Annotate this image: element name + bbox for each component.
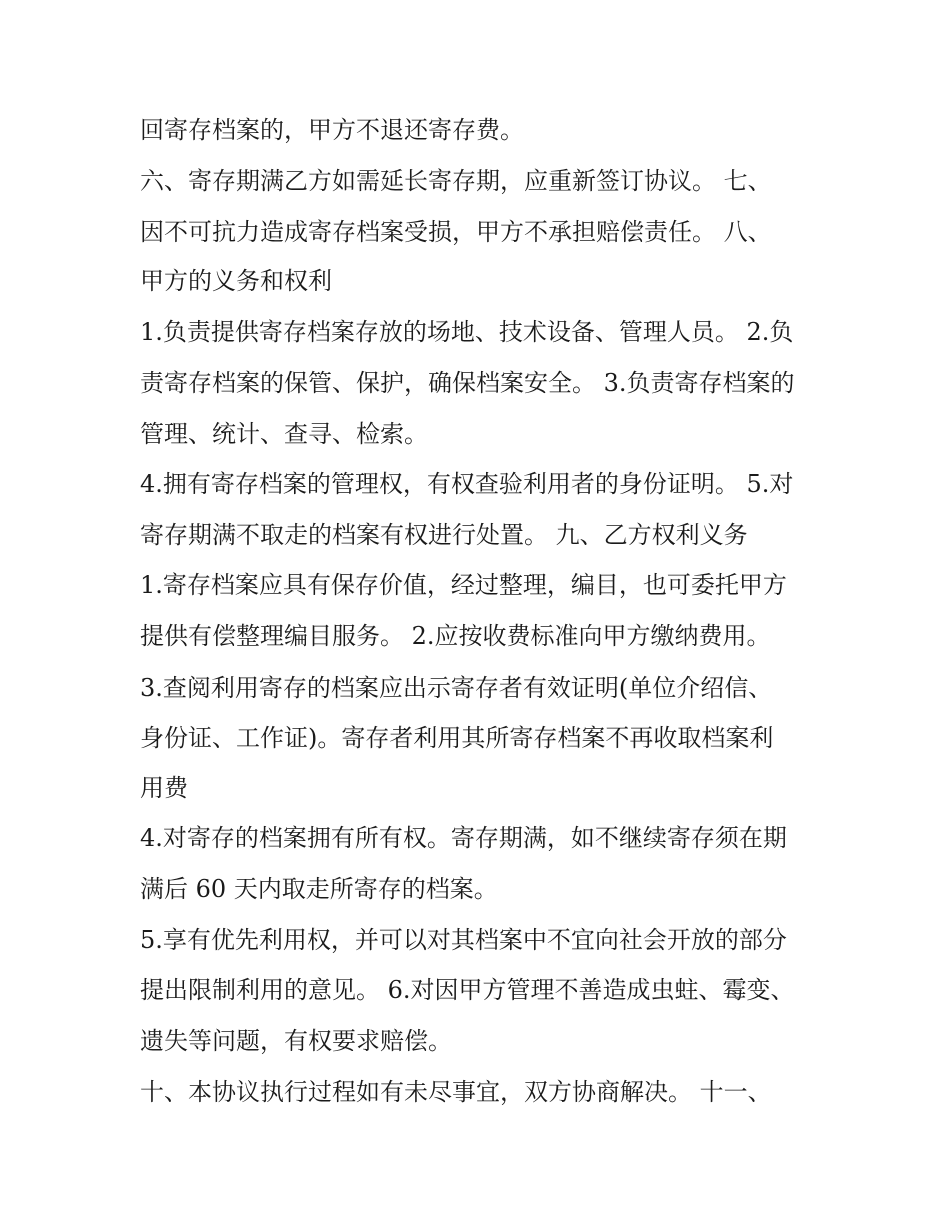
text-line: 提出限制利用的意见。 6.对因甲方管理不善造成虫蛀、霉变、	[140, 976, 795, 1004]
text-line: 1.负责提供寄存档案存放的场地、技术设备、管理人员。 2.负	[140, 318, 794, 346]
text-line: 回寄存档案的，甲方不退还寄存费。	[140, 116, 524, 144]
text-line: 4.对寄存的档案拥有所有权。寄存期满，如不继续寄存须在期	[140, 824, 787, 852]
text-line: 5.享有优先利用权，并可以对其档案中不宜向社会开放的部分	[140, 926, 787, 954]
text-line: 十、本协议执行过程如有未尽事宜，双方协商解决。 十一、	[140, 1078, 772, 1106]
text-line: 用费	[140, 774, 188, 802]
text-line: 身份证、工作证)。寄存者利用其所寄存档案不再收取档案利	[140, 724, 774, 752]
text-line: 4.拥有寄存档案的管理权，有权查验利用者的身份证明。 5.对	[140, 470, 794, 498]
text-line: 六、寄存期满乙方如需延长寄存期，应重新签订协议。 七、	[140, 167, 772, 195]
text-line: 提供有偿整理编目服务。 2.应按收费标准向甲方缴纳费用。	[140, 622, 771, 650]
text-line: 遗失等问题，有权要求赔偿。	[140, 1027, 452, 1055]
text-line: 1.寄存档案应具有保存价值，经过整理，编目，也可委托甲方	[140, 571, 787, 599]
text-line: 甲方的义务和权利	[140, 267, 332, 295]
text-line: 满后 60 天内取走所寄存的档案。	[140, 875, 498, 903]
text-line: 寄存期满不取走的档案有权进行处置。 九、乙方权利义务	[140, 521, 748, 549]
text-line: 因不可抗力造成寄存档案受损，甲方不承担赔偿责任。 八、	[140, 218, 772, 246]
text-line: 管理、统计、查寻、检索。	[140, 420, 428, 448]
text-line: 3.查阅利用寄存的档案应出示寄存者有效证明(单位介绍信、	[140, 674, 773, 702]
text-line: 责寄存档案的保管、保护，确保档案安全。 3.负责寄存档案的	[140, 369, 795, 397]
